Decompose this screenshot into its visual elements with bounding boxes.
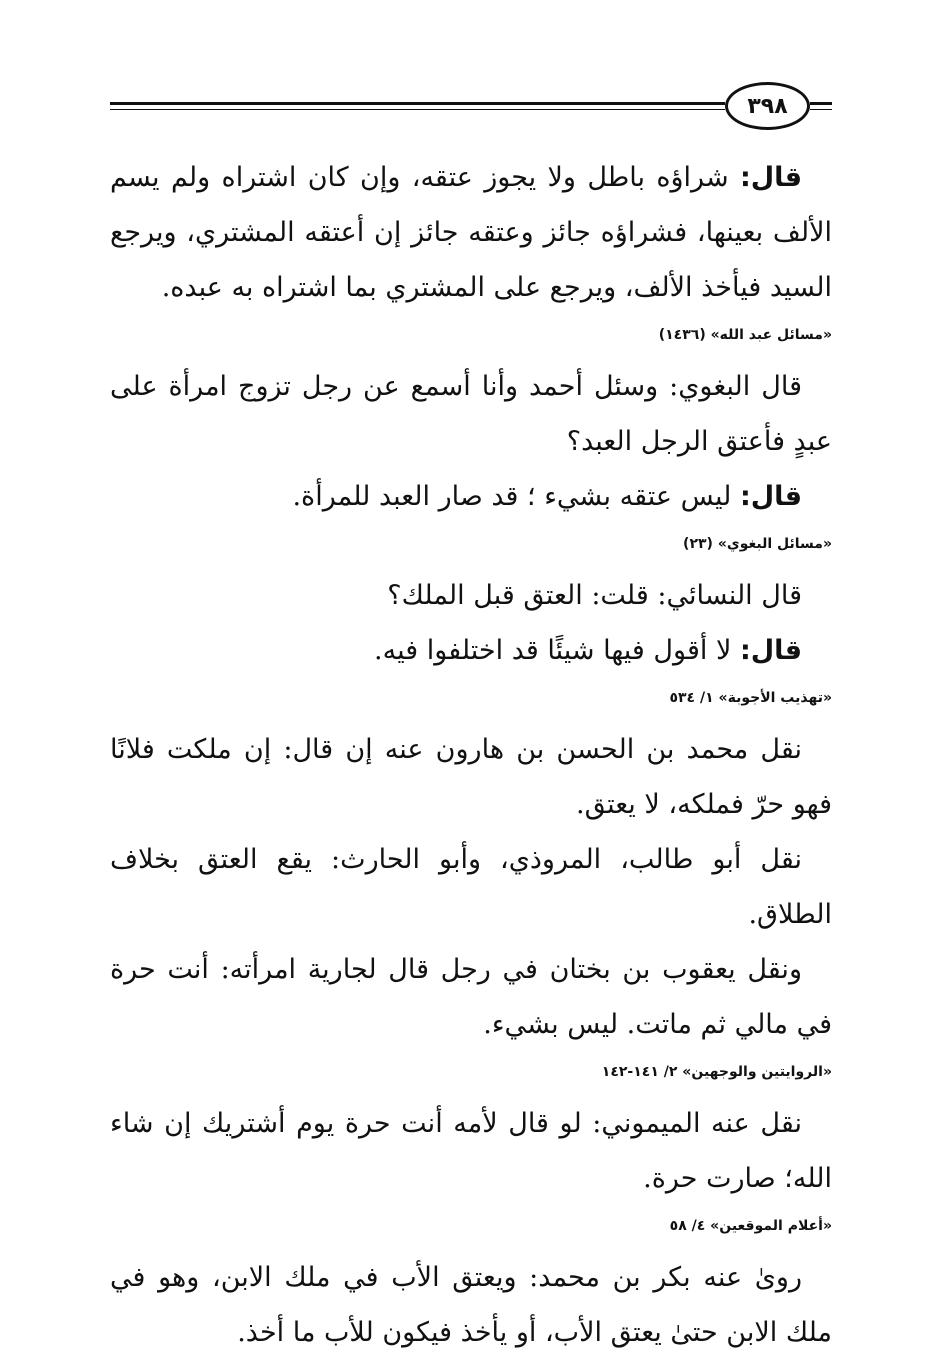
paragraph-10: [110, 1250, 832, 1360]
source-citation-1: «مسائل عبد الله» (١٤٣٦): [658, 327, 832, 343]
header-rule-right-thin: [810, 109, 832, 110]
source-citation-4: «الروايتين والوجهين» ٢/ ١٤١-١٤٢: [601, 1064, 832, 1080]
paragraph-lead: قال:: [739, 635, 802, 666]
paragraph-4: [110, 568, 832, 623]
paragraph-lead: قال:: [739, 481, 802, 512]
paragraph-text: شراؤه باطل ولا يجوز عتقه، وإن كان اشتراه ولم يسم الألف بعينها، فشراؤه جائز وعتقه جائز إن أعتقه المشتري، ويرجع السيد فيأخذ الألف، ويرجع على المشتري بما اشتراه به عبده.: [110, 162, 832, 303]
paragraph-6: [110, 722, 832, 832]
paragraph-5: [110, 623, 832, 678]
paragraph-text: لا أقول فيها شيئًا قد اختلفوا فيه.: [374, 635, 740, 666]
paragraph-9: [110, 1096, 832, 1206]
paragraph-text: نقل أبو طالب، المروذي، وأبو الحارث: يقع العتق بخلاف الطلاق.: [110, 844, 832, 930]
page-header: [110, 82, 832, 132]
source-citation-3: «تهذيب الأجوبة» ١/ ٥٣٤: [669, 690, 832, 706]
header-rule-right: [810, 102, 832, 105]
source-citation-5: «أعلام الموقعين» ٤/ ٥٨: [669, 1218, 832, 1234]
header-rule-thin: [110, 109, 725, 110]
paragraph-text: روىٰ عنه بكر بن محمد: ويعتق الأب في ملك الابن، وهو في ملك الابن حتىٰ يعتق الأب، أو يأخذ فيكون للأب ما أخذ.: [110, 1262, 832, 1348]
paragraph-text: قال البغوي: وسئل أحمد وأنا أسمع عن رجل تزوج امرأة على عبدٍ فأعتق الرجل العبد؟: [110, 371, 832, 457]
page-number: ٣٩٨: [725, 82, 810, 130]
paragraph-2: [110, 359, 832, 469]
paragraph-3: [110, 469, 832, 524]
paragraph-1: [110, 150, 832, 315]
paragraph-7: [110, 832, 832, 942]
paragraph-text: قال النسائي: قلت: العتق قبل الملك؟: [387, 580, 802, 611]
page-body: [110, 150, 832, 1360]
paragraph-lead: قال:: [739, 162, 802, 193]
paragraph-text: نقل محمد بن الحسن بن هارون عنه إن قال: إن ملكت فلانًا فهو حرّ فملكه، لا يعتق.: [110, 734, 832, 820]
paragraph-text: ونقل يعقوب بن بختان في رجل قال لجارية امرأته: أنت حرة في مالي ثم ماتت. ليس بشيء.: [110, 954, 832, 1040]
paragraph-text: نقل عنه الميموني: لو قال لأمه أنت حرة يوم أشتريك إن شاء الله؛ صارت حرة.: [110, 1108, 832, 1194]
header-rule: [110, 102, 725, 105]
paragraph-text: ليس عتقه بشيء ؛ قد صار العبد للمرأة.: [292, 481, 740, 512]
source-citation-2: «مسائل البغوي» (٢٣): [683, 536, 832, 552]
paragraph-8: [110, 942, 832, 1052]
